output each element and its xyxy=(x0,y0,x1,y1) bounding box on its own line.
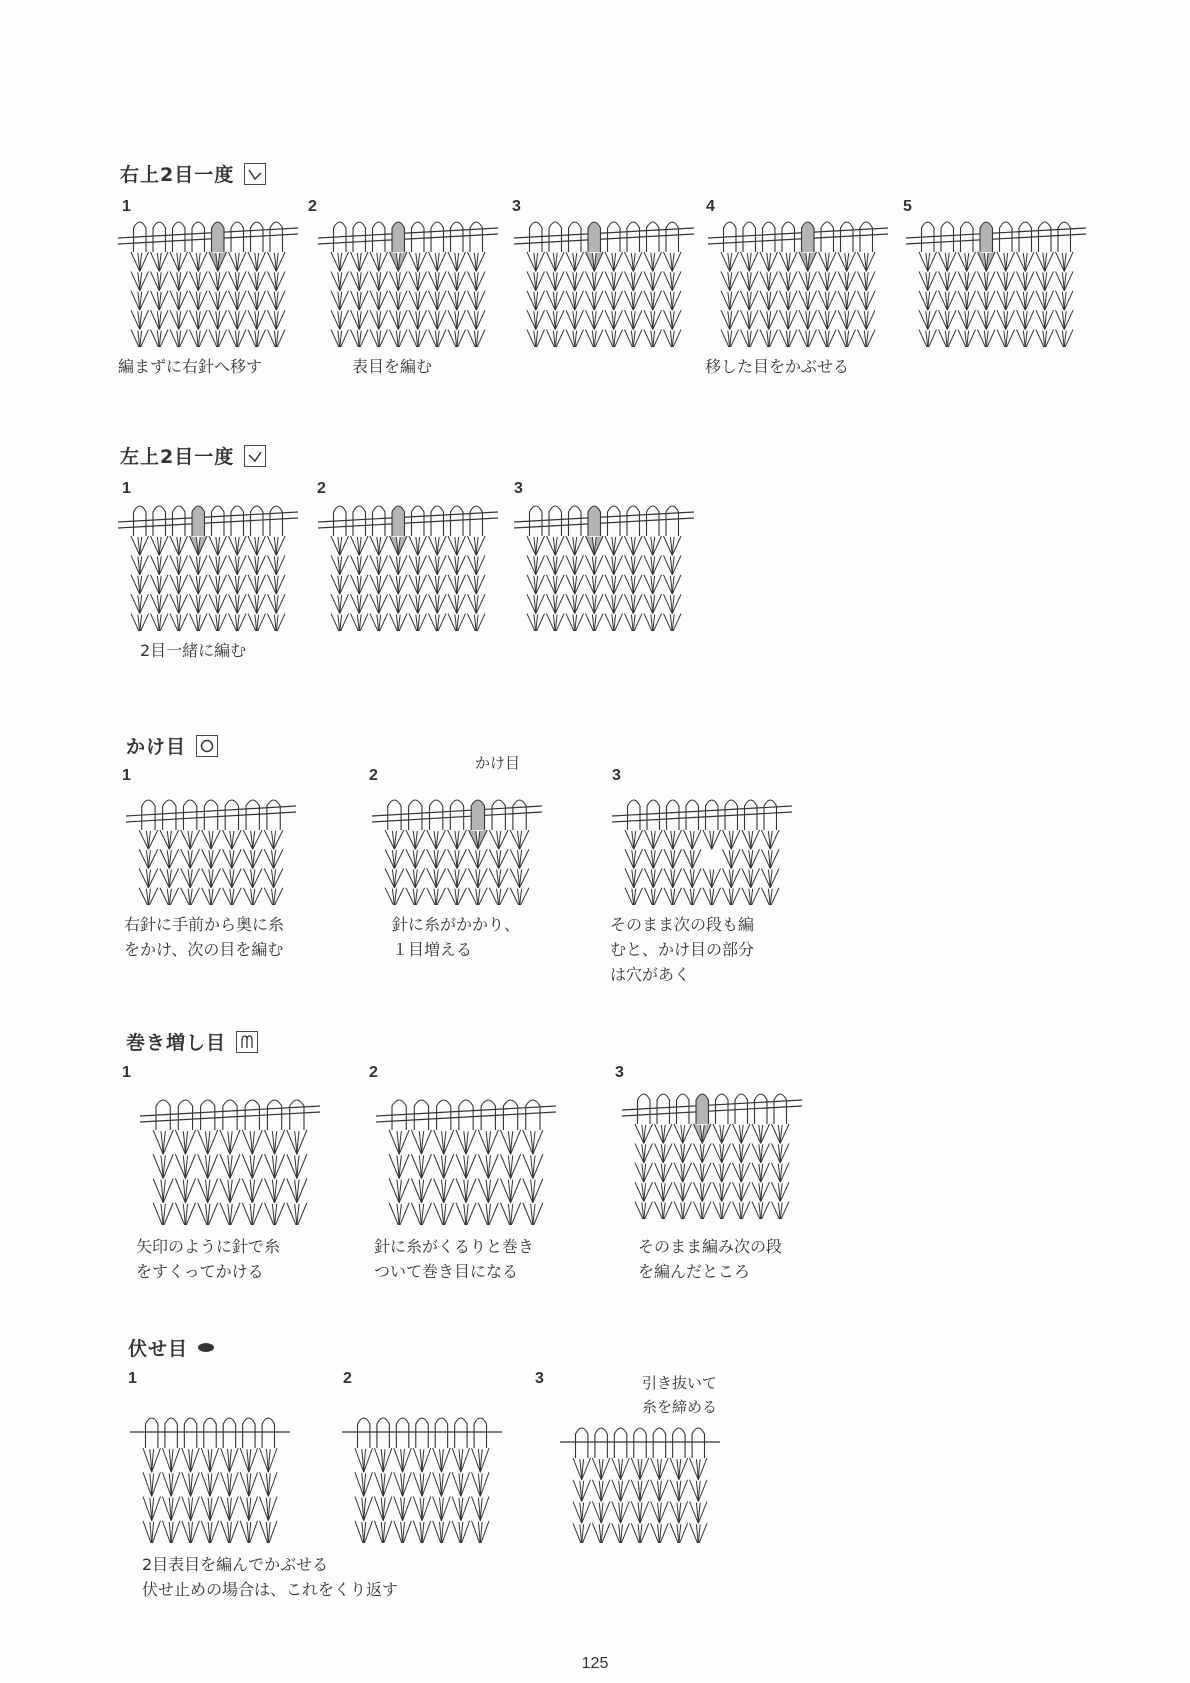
step-number: 3 xyxy=(514,480,523,497)
knitting-illustration xyxy=(372,790,542,905)
section-title-text: かけ目 xyxy=(126,736,187,758)
bind-off-caption-line: 伏せ止めの場合は、これをくり返す xyxy=(142,1580,399,1599)
knitting-illustration xyxy=(118,496,298,631)
knitting-illustration xyxy=(126,790,296,905)
yarn-over-callout: かけ目 xyxy=(475,754,521,772)
step-number: 4 xyxy=(706,198,715,215)
step-caption-line: をすくってかける xyxy=(136,1262,264,1281)
step-number: 2 xyxy=(369,767,378,784)
step-caption-line: は穴があく xyxy=(610,965,691,984)
knitting-illustration xyxy=(514,212,694,347)
step-caption-line: むと、かけ目の部分 xyxy=(610,940,755,959)
step-number: 3 xyxy=(535,1370,544,1387)
section-title-text: 右上2目一度 xyxy=(120,164,235,186)
step-number: 2 xyxy=(317,480,326,497)
step-caption-line: ついて巻き目になる xyxy=(374,1262,519,1281)
step-number: 1 xyxy=(122,1064,131,1081)
step-number: 1 xyxy=(128,1370,137,1387)
knitting-illustration xyxy=(140,1090,320,1225)
knitting-illustration xyxy=(118,212,298,347)
yarn-over-circle-symbol-icon xyxy=(196,735,218,757)
step-caption-line: そのまま次の段も編 xyxy=(610,915,755,934)
step-caption-line: をかけ、次の目を編む xyxy=(124,940,284,959)
step-caption-line: 針に糸がくるりと巻き xyxy=(374,1237,535,1256)
step-caption: 2目一緒に編む xyxy=(140,641,247,660)
step-caption: 表目を編む xyxy=(352,357,433,376)
section-title-left-decrease xyxy=(120,442,266,469)
section-title-bind-off xyxy=(128,1334,214,1361)
step-caption-line: 針に糸がかかり、 xyxy=(392,915,521,934)
step-caption-line: １目増える xyxy=(392,940,473,959)
bind-off-callout-line: 糸を締める xyxy=(642,1398,718,1416)
step-caption: 移した目をかぶせる xyxy=(705,357,850,376)
knitting-illustration xyxy=(130,1408,290,1543)
knitting-illustration xyxy=(318,212,498,347)
knitting-illustration xyxy=(622,1084,802,1219)
knitting-illustration xyxy=(708,212,888,347)
left-slant-decrease-symbol-icon xyxy=(244,445,266,467)
bind-off-callout-line: 引き抜いて xyxy=(642,1374,718,1392)
step-caption-line: 右針に手前から奥に糸 xyxy=(124,915,285,934)
page-number: 125 xyxy=(581,1655,609,1672)
knitting-illustration xyxy=(906,212,1086,347)
step-caption-line: を編んだところ xyxy=(638,1262,751,1281)
section-title-loop-increase xyxy=(126,1028,258,1055)
step-number: 1 xyxy=(122,198,131,215)
knitting-illustration xyxy=(560,1418,720,1543)
right-slant-decrease-symbol-icon xyxy=(244,163,266,185)
step-number: 1 xyxy=(122,480,131,497)
knitting-illustration xyxy=(376,1090,556,1225)
step-number: 3 xyxy=(612,767,621,784)
section-title-text: 伏せ目 xyxy=(128,1338,189,1360)
step-caption-line: 矢印のように針で糸 xyxy=(136,1237,281,1256)
step-number: 2 xyxy=(369,1064,378,1081)
knitting-illustration xyxy=(318,496,498,631)
step-caption: 編まずに右針へ移す xyxy=(118,357,263,376)
bind-off-dot-symbol-icon xyxy=(198,1343,214,1352)
step-number: 1 xyxy=(122,767,131,784)
knitting-illustration xyxy=(514,496,694,631)
step-number: 2 xyxy=(308,198,317,215)
step-number: 3 xyxy=(615,1064,624,1081)
bind-off-caption-line: 2目表目を編んでかぶせる xyxy=(142,1555,329,1574)
step-number: 3 xyxy=(512,198,521,215)
section-title-text: 左上2目一度 xyxy=(120,446,235,468)
knitting-illustration xyxy=(612,790,792,905)
loop-increase-symbol-icon xyxy=(236,1031,258,1053)
knitting-illustration xyxy=(342,1408,502,1543)
section-title-yarn-over xyxy=(126,732,218,759)
section-title-text: 巻き増し目 xyxy=(126,1032,227,1054)
section-title-right-decrease xyxy=(120,160,266,187)
step-number: 2 xyxy=(343,1370,352,1387)
step-number: 5 xyxy=(903,198,912,215)
step-caption-line: そのまま編み次の段 xyxy=(638,1237,783,1256)
